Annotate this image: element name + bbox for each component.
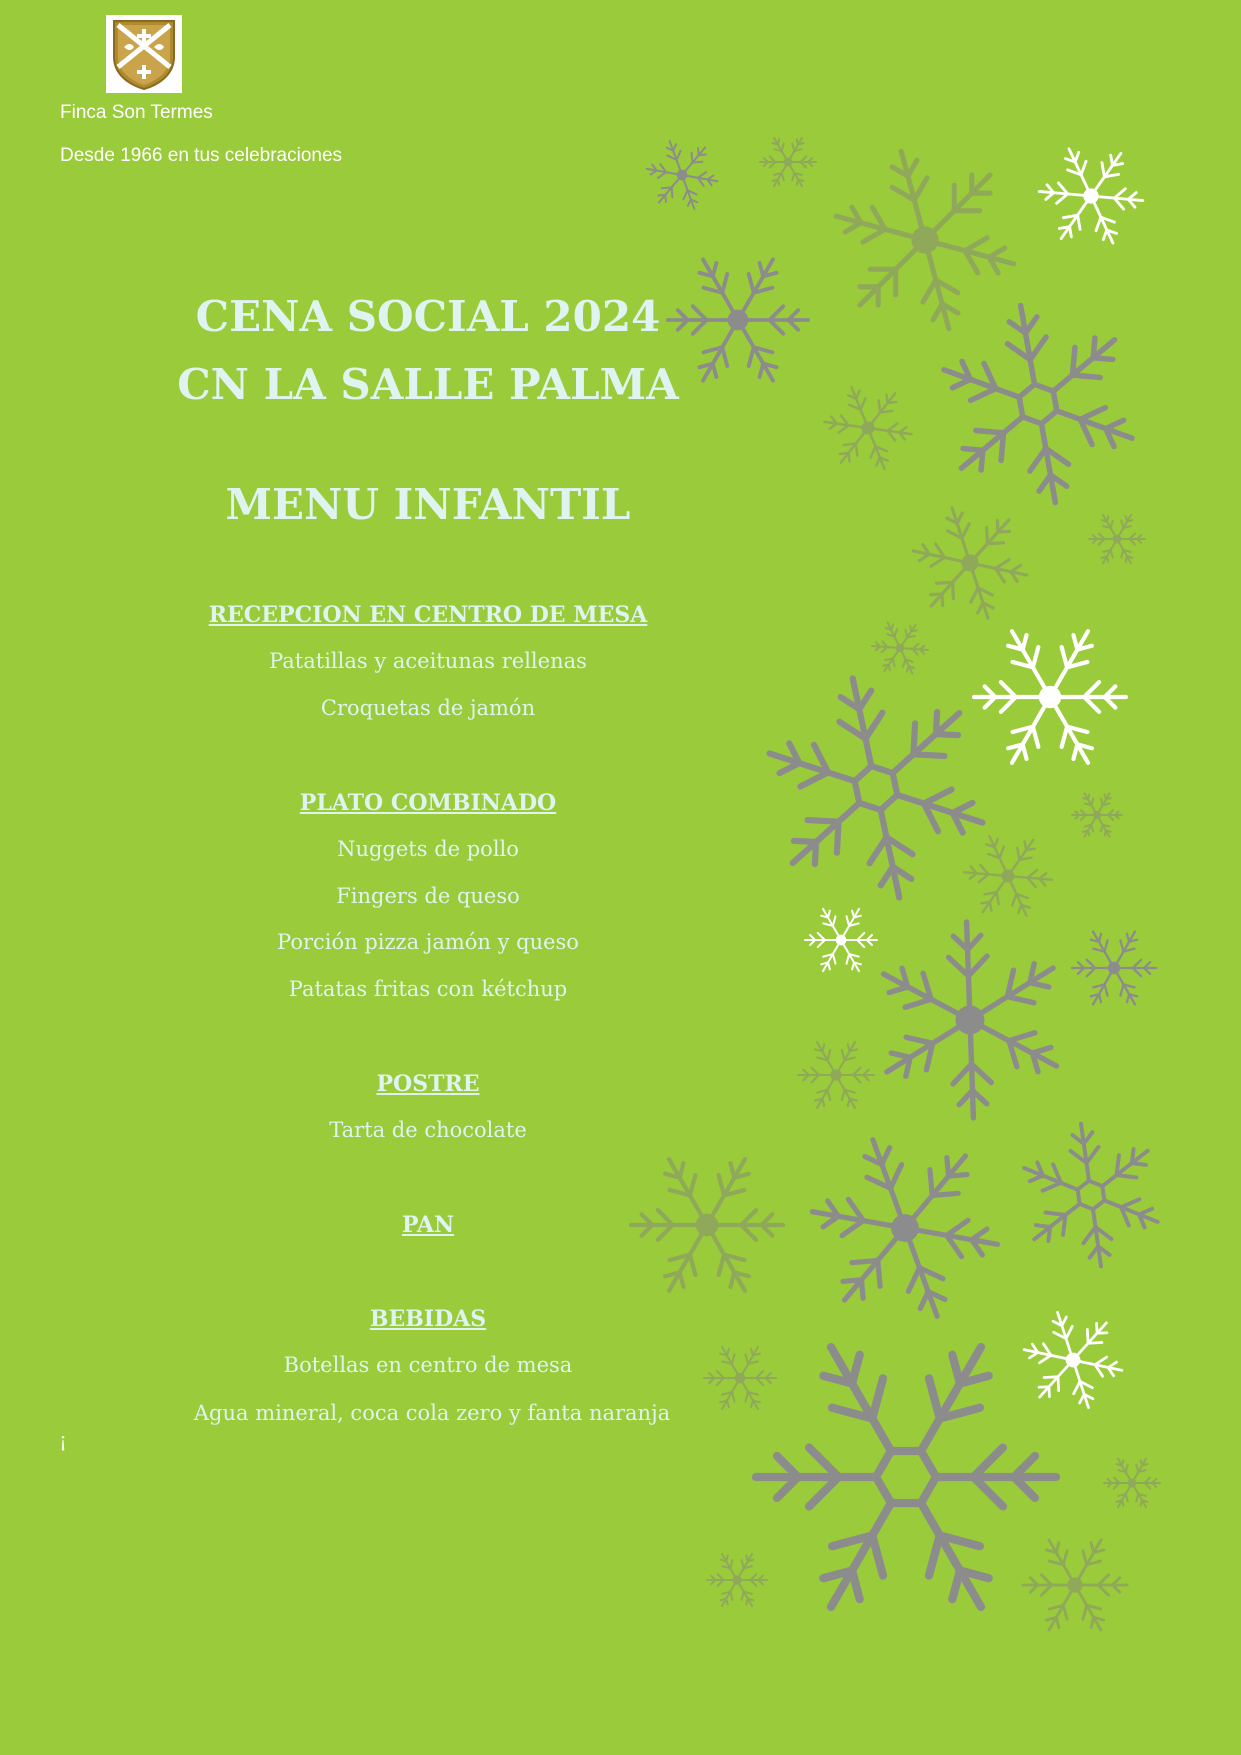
menu-item: Agua mineral, coca cola zero y fanta naranja <box>193 1401 671 1425</box>
menu-item: Porción pizza jamón y queso <box>277 930 579 954</box>
section-heading-dessert: POSTRE <box>376 1071 480 1097</box>
menu-item: Fingers de queso <box>336 884 520 908</box>
snowflake-icon <box>819 384 917 472</box>
snowflake-icon <box>1072 932 1156 1005</box>
snowflake-icon <box>756 1347 1056 1607</box>
section-heading-main: PLATO COMBINADO <box>299 790 557 816</box>
menu-item: Botellas en centro de mesa <box>283 1353 573 1377</box>
snowflake-icon <box>903 502 1037 624</box>
snowflake-icon <box>1089 515 1145 563</box>
menu-item: Nuggets de pollo <box>337 837 519 861</box>
snowflake-icon <box>805 909 877 971</box>
snowflake-icon <box>1001 1110 1181 1280</box>
venue-tagline: Desde 1966 en tus celebraciones <box>60 145 343 166</box>
menu-item: Croquetas de jamón <box>320 696 536 720</box>
snowflake-icon <box>1104 1459 1160 1507</box>
snowflake-icon <box>798 1132 1011 1325</box>
snowflake-icon <box>1015 1307 1131 1413</box>
snowflake-icon <box>1035 147 1146 246</box>
crest-logo-icon <box>106 15 182 93</box>
snowflake-icon <box>740 661 1013 915</box>
snowflake-icon <box>974 631 1126 763</box>
snowflake-icon <box>961 834 1055 918</box>
venue-name: Finca Son Termes <box>60 102 213 123</box>
snowflake-icon <box>1072 793 1122 836</box>
snowflake-icon <box>1023 1540 1127 1630</box>
section-heading-bread: PAN <box>401 1212 455 1238</box>
snowflake-icon <box>760 138 816 186</box>
club-title: CN LA SALLE PALMA <box>177 360 679 409</box>
snowflake-icon <box>816 139 1035 341</box>
menu-title: MENU INFANTIL <box>225 480 631 529</box>
stray-mark: ¡ <box>59 1428 68 1452</box>
snowflake-icon <box>870 622 929 674</box>
snowflake-icon <box>914 288 1161 519</box>
menu-item: Tarta de chocolate <box>329 1118 527 1142</box>
section-heading-drinks: BEBIDAS <box>369 1306 487 1332</box>
section-heading-reception: RECEPCION EN CENTRO DE MESA <box>208 602 648 628</box>
snowflake-icon <box>707 1554 767 1606</box>
event-title: CENA SOCIAL 2024 <box>195 292 661 341</box>
menu-item: Patatas fritas con kétchup <box>288 977 568 1001</box>
snowflake-icon <box>798 1042 874 1108</box>
menu-item: Patatillas y aceitunas rellenas <box>269 649 587 673</box>
snowflake-icon <box>844 899 1097 1141</box>
snowflake-icon <box>641 138 723 212</box>
